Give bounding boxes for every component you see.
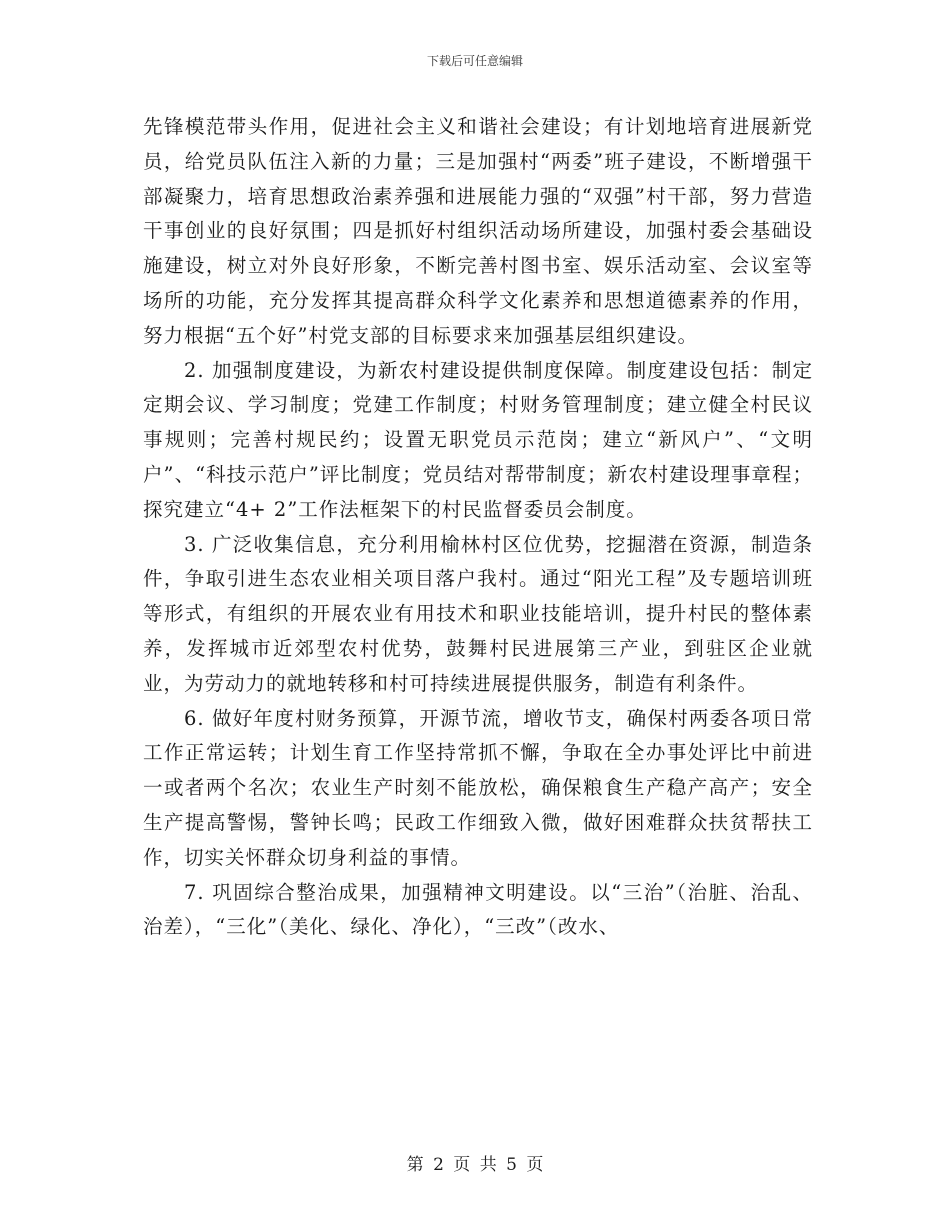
paragraph-item-2: 2. 加强制度建设，为新农村建设提供制度保障。制度建设包括：制定定期会议、学习制度；党建工作制度；村财务管理制度；建立健全村民议事规则；完善村规民约；设置无职党员示范岗；建立“新风户”、“文明户”、“科技示范户”评比制度；党员结对帮带制度；新农村建设理事章程；探究建立“4+ 2”工作法框架下的村民监督委员会制度。 — [143, 358, 813, 521]
document-body — [143, 110, 813, 945]
paragraph-continuation: 先锋模范带头作用，促进社会主义和谐社会建设；有计划地培育进展新党员，给党员队伍注入新的力量；三是加强村“两委”班子建设，不断增强干部凝聚力，培育思想政治素养强和进展能力强的“双强”村干部，努力营造干事创业的良好氛围；四是抓好村组织活动场所建设，加强村委会基础设施建设，树立对外良好形象，不断完善村图书室、娱乐活动室、会议室等场所的功能，充分发挥其提高群众科学文化素养和思想道德素养的作用，努力根据“五个好”村党支部的目标要求来加强基层组织建设。 — [143, 115, 813, 347]
paragraph-item-3: 3. 广泛收集信息，充分利用榆林村区位优势，挖掘潜在资源，制造条件，争取引进生态农业相关项目落户我村。通过“阳光工程”及专题培训班等形式，有组织的开展农业有用技术和职业技能培训，提升村民的整体素养，发挥城市近郊型农村优势，鼓舞村民进展第三产业，到驻区企业就业，为劳动力的就地转移和村可持续进展提供服务，制造有利条件。 — [143, 532, 813, 695]
paragraph-item-6: 6. 做好年度村财务预算，开源节流，增收节支，确保村两委各项日常工作正常运转；计划生育工作坚持常抓不懈，争取在全办事处评比中前进一或者两个名次；农业生产时刻不能放松，确保粮食生产稳产高产；安全生产提高警惕，警钟长鸣；民政工作细致入微，做好困难群众扶贫帮扶工作，切实关怀群众切身利益的事情。 — [143, 706, 813, 869]
page-header: 下载后可任意编辑 — [426, 54, 523, 68]
paragraph-item-7: 7. 巩固综合整治成果，加强精神文明建设。以“三治”（治脏、治乱、治差），“三化”（美化、绿化、净化），“三改”（改水、 — [143, 880, 813, 939]
page-number: 第 2 页 共 5 页 — [406, 1155, 544, 1175]
